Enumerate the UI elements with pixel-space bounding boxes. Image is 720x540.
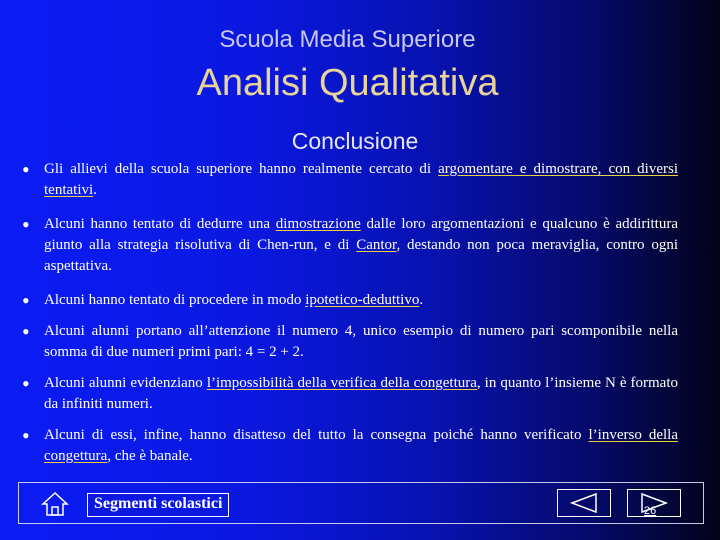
highlighted-phrase: ipotetico-deduttivo	[305, 292, 420, 308]
previous-slide-button[interactable]	[557, 489, 611, 517]
bullet-icon: •	[22, 371, 30, 396]
bullet-item	[22, 159, 678, 201]
bullet-item	[22, 214, 678, 277]
bullet-icon: •	[22, 423, 30, 448]
highlighted-phrase: dimostrazione	[275, 216, 361, 232]
bullet-text: .	[93, 182, 97, 198]
bullet-text: , destando non poca meraviglia, contro ogni aspettativa.	[44, 237, 678, 274]
bullet-text: Alcuni hanno tentato di procedere in modo	[44, 292, 306, 308]
home-icon[interactable]	[41, 491, 69, 517]
section-heading: Conclusione	[291, 128, 419, 154]
bullet-text: Alcuni hanno tentato di dedurre una	[44, 216, 276, 232]
bullet-icon: •	[22, 212, 30, 237]
bullet-item	[22, 373, 678, 415]
bullet-item	[22, 321, 678, 363]
bullet-list	[22, 159, 678, 473]
school-subtitle: Scuola Media Superiore	[219, 26, 476, 53]
bullet-text: , che è banale.	[107, 448, 193, 464]
highlighted-phrase: l’impossibilità della verifica della congettura	[206, 375, 477, 391]
bullet-text: Alcuni di essi, infine, hanno disatteso del tutto la consegna poiché hanno verificato	[44, 427, 589, 443]
highlighted-phrase: l’inverso della congettura	[44, 427, 678, 464]
bullet-text: , in quanto l’insieme N è formato da infiniti numeri.	[44, 375, 678, 412]
bullet-text: .	[419, 292, 424, 308]
bullet-item	[22, 290, 678, 311]
highlighted-phrase: Cantor	[356, 237, 397, 253]
slide-title: Analisi Qualitativa	[196, 62, 499, 104]
bullet-icon: •	[22, 319, 30, 344]
bullet-text: Alcuni alunni evidenziano	[44, 375, 207, 391]
triangle-left-icon	[558, 490, 610, 516]
bullet-item	[22, 425, 678, 467]
bullet-text: Gli allievi della scuola superiore hanno realmente cercato di	[44, 161, 439, 177]
bullet-icon: •	[22, 288, 30, 313]
bullet-text: dalle loro argomentazioni e qualcuno è addirittura giunto alla strategia risolutiva di Chen-run, e di	[44, 216, 678, 253]
highlighted-phrase: argomentare e dimostrare, con diversi tentativi	[44, 161, 678, 198]
navigation-bar	[18, 482, 704, 524]
bullet-icon: •	[22, 157, 30, 182]
segmenti-scolastici-link[interactable]: Segmenti scolastici	[87, 493, 229, 517]
page-number: 26	[644, 505, 657, 517]
bullet-text: Alcuni alunni portano all’attenzione il numero 4, unico esempio di numero pari scomponibile nella somma di due numeri primi pari: 4 = 2 + 2.	[44, 323, 678, 360]
